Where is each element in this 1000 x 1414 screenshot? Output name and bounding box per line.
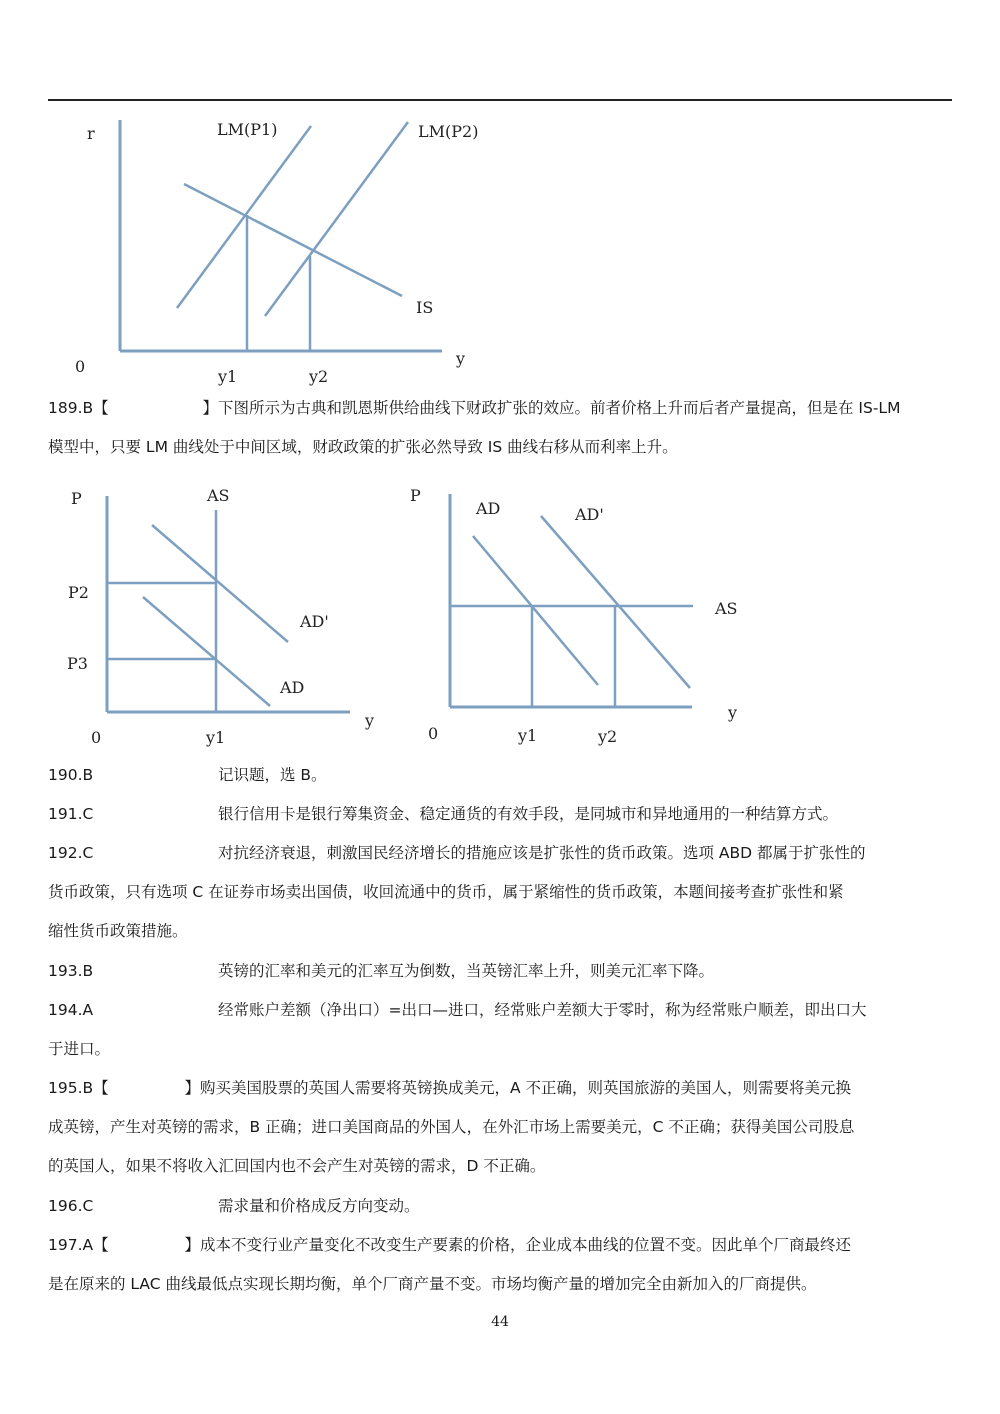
p2-label: P2 xyxy=(68,583,89,602)
answer-194-number: 194.A xyxy=(48,1001,94,1019)
answer-191-text: 银行信用卡是银行筹集资金、稳定通货的有效手段，是同城市和异地通用的一种结算方式。 xyxy=(218,805,839,823)
answer-189-text-line2: 模型中，只要 LM 曲线处于中间区域，财政政策的扩张必然导致 IS 曲线右移从而利率上升。 xyxy=(48,438,678,456)
y-axis-label: y xyxy=(456,349,466,368)
answer-191 xyxy=(48,795,952,834)
y1-label: y1 xyxy=(518,726,538,745)
answer-192 xyxy=(48,834,952,873)
answer-192-text-line1: 对抗经济衰退，刺激国民经济增长的措施应该是扩张性的货币政策。选项 ABD 都属于扩张性的 xyxy=(218,844,866,862)
answer-196-text: 需求量和价格成反方向变动。 xyxy=(218,1197,420,1215)
answer-196-number: 196.C xyxy=(48,1197,94,1215)
is-label: IS xyxy=(416,298,434,317)
ad-prime-label: AD' xyxy=(575,505,604,524)
answer-197-line2 xyxy=(48,1265,952,1304)
p-axis-label: P xyxy=(410,486,421,505)
answer-197 xyxy=(48,1226,952,1265)
lm-p2-label: LM(P2) xyxy=(418,122,479,141)
y1-label: y1 xyxy=(218,367,238,386)
answer-195-text-line1: 购买美国股票的英国人需要将英镑换成美元，A 不正确，则英国旅游的美国人，则需要将美元换 xyxy=(200,1079,852,1097)
answer-189-text-line1: 下图所示为古典和凯恩斯供给曲线下财政扩张的效应。前者价格上升而后者产量提高，但是在 IS-LM xyxy=(218,399,901,417)
answer-193-text: 英镑的汇率和美元的汇率互为倒数，当英镑汇率上升，则美元汇率下降。 xyxy=(218,962,715,980)
answer-197-close-bracket: 】 xyxy=(184,1236,200,1254)
answer-194-text-line1: 经常账户差额（净出口）=出口—进口，经常账户差额大于零时，称为经常账户顺差，即出口大 xyxy=(218,1001,867,1019)
origin-label: 0 xyxy=(428,724,439,743)
answer-192-line3 xyxy=(48,912,952,951)
y1-label: y1 xyxy=(206,728,226,747)
answer-197-number: 197.A【 xyxy=(48,1236,109,1254)
r-axis-label: r xyxy=(87,124,95,143)
answer-192-text-line2: 货币政策，只有选项 C 在证券市场卖出国债，收回流通中的货币，属于紧缩性的货币政策，本题间接考查扩张性和紧 xyxy=(48,883,844,901)
as-label: AS xyxy=(715,599,738,618)
answer-195-line3 xyxy=(48,1147,952,1186)
answer-190-number: 190.B xyxy=(48,766,94,784)
answer-189-close-bracket: 】 xyxy=(202,399,218,417)
ad-curve xyxy=(143,597,270,706)
lm-p1-label: LM(P1) xyxy=(217,120,278,139)
answer-195-number: 195.B【 xyxy=(48,1079,109,1097)
answer-193-number: 193.B xyxy=(48,962,94,980)
answer-194 xyxy=(48,991,952,1030)
answer-190-text: 记识题，选 B。 xyxy=(218,766,327,784)
answer-195-text-line2: 成英镑，产生对英镑的需求，B 正确；进口美国商品的外国人，在外汇市场上需要美元，C 不正确；获得美国公司股息 xyxy=(48,1118,855,1136)
answer-195 xyxy=(48,1069,952,1108)
origin-label: 0 xyxy=(91,728,102,747)
answer-192-number: 192.C xyxy=(48,844,94,862)
answer-191-number: 191.C xyxy=(48,805,94,823)
answer-194-line2 xyxy=(48,1030,952,1069)
page-number: 44 xyxy=(491,1314,509,1330)
header-rule xyxy=(48,99,952,101)
answer-194-text-line2: 于进口。 xyxy=(48,1040,111,1058)
answer-189-number: 189.B【 xyxy=(48,399,109,417)
answer-197-text-line1: 成本不变行业产量变化不改变生产要素的价格，企业成本曲线的位置不变。因此单个厂商最终还 xyxy=(200,1236,852,1254)
answer-195-line2 xyxy=(48,1108,952,1147)
y2-label: y2 xyxy=(598,727,618,746)
answer-196 xyxy=(48,1187,952,1226)
answer-197-text-line2: 是在原来的 LAC 曲线最低点实现长期均衡，单个厂商产量不变。市场均衡产量的增加完全由新加入的厂商提供。 xyxy=(48,1275,817,1293)
ad-label: AD xyxy=(476,499,501,518)
is-lm-graph xyxy=(60,110,500,400)
ad-label: AD xyxy=(280,678,305,697)
answer-190 xyxy=(48,756,952,795)
y-axis-label: y xyxy=(365,711,375,730)
answer-189-line2 xyxy=(48,428,952,467)
y-axis-label: y xyxy=(728,703,738,722)
ad-prime-label: AD' xyxy=(300,612,329,631)
answer-192-line2 xyxy=(48,873,952,912)
p3-label: P3 xyxy=(67,654,88,673)
answer-192-text-line3: 缩性货币政策措施。 xyxy=(48,922,188,940)
y2-label: y2 xyxy=(309,367,329,386)
answer-195-close-bracket: 】 xyxy=(184,1079,200,1097)
classical-as-ad-graph xyxy=(60,480,390,750)
answer-195-text-line3: 的英国人，如果不将收入汇回国内也不会产生对英镑的需求，D 不正确。 xyxy=(48,1157,546,1175)
p-axis-label: P xyxy=(71,489,82,508)
origin-label: 0 xyxy=(75,357,86,376)
keynesian-as-ad-graph xyxy=(400,480,750,750)
as-label: AS xyxy=(207,486,230,505)
answer-189 xyxy=(48,389,952,428)
answer-193 xyxy=(48,952,952,991)
